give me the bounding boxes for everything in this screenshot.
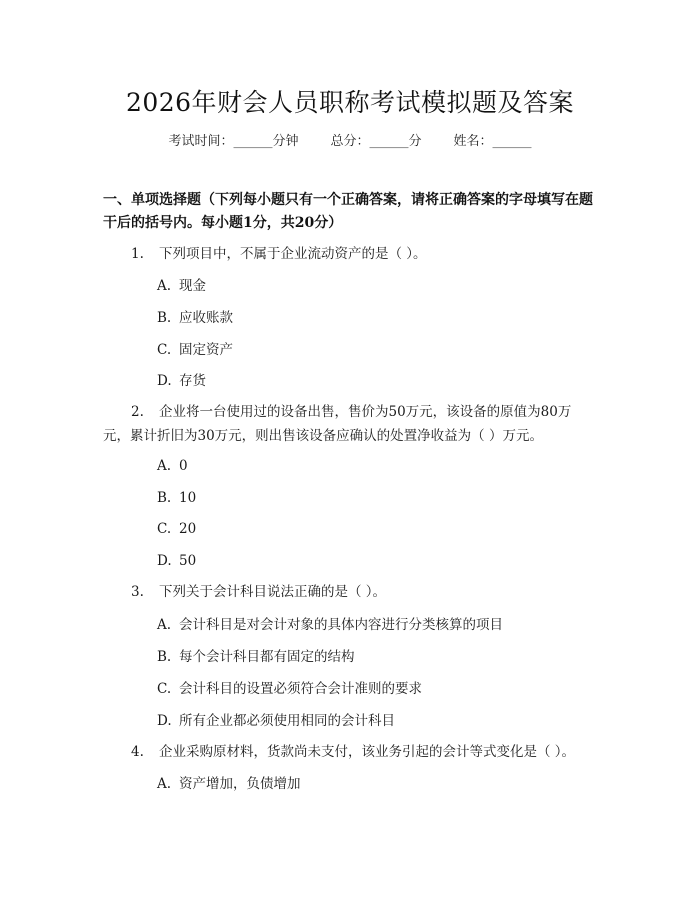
question-2-option-d [157,551,196,571]
question-1-option-b [157,308,233,328]
option-letter: D. [157,553,172,569]
option-letter: B. [157,649,172,665]
option-text: 会计科目的设置必须符合会计准则的要求 [179,681,422,697]
exam-time-field: 考试时间：______分钟 [168,134,299,149]
name-field: 姓名：______ [453,134,532,149]
question-2-option-c [157,519,196,539]
option-letter: D. [157,373,172,389]
question-number: 1. [131,246,144,262]
option-text: 0 [179,458,188,474]
option-letter: A. [157,617,172,633]
question-1-stem [103,242,593,266]
section-heading: 一、单项选择题（下列每小题只有一个正确答案，请将正确答案的字母填写在题干后的括号内。每小题1分，共20分） [103,192,593,231]
option-text: 现金 [179,278,206,294]
question-3-option-c [157,679,422,699]
question-1-option-a [157,276,206,296]
question-1-option-d [157,371,206,391]
question-4-option-a [157,774,301,794]
question-text: 企业采购原材料，货款尚未支付，该业务引起的会计等式变化是（ ）。 [159,744,576,760]
option-text: 存货 [179,373,206,389]
option-text: 每个会计科目都有固定的结构 [179,649,355,665]
question-1-option-c [157,340,233,360]
question-2-option-b [157,488,196,508]
option-letter: C. [157,342,172,358]
option-letter: A. [157,776,172,792]
option-letter: D. [157,713,172,729]
option-letter: C. [157,521,172,537]
option-text: 20 [179,521,197,537]
question-number: 3. [131,584,144,600]
question-3-option-a [157,615,503,635]
option-letter: B. [157,490,172,506]
question-3-stem [103,580,593,604]
question-3-option-b [157,647,355,667]
question-3-option-d [157,711,395,731]
option-text: 所有企业都必须使用相同的会计科目 [179,713,395,729]
option-text: 10 [179,490,197,506]
question-2-stem [103,400,593,448]
option-text: 固定资产 [179,342,233,358]
exam-info-line [0,130,700,149]
question-text: 下列项目中，不属于企业流动资产的是（ ）。 [159,246,427,262]
question-number: 4. [131,744,144,760]
option-text: 资产增加，负债增加 [179,776,301,792]
option-text: 会计科目是对会计对象的具体内容进行分类核算的项目 [179,617,503,633]
total-score-field: 总分：______分 [330,134,422,149]
option-letter: C. [157,681,172,697]
option-letter: A. [157,278,172,294]
option-letter: B. [157,310,172,326]
option-letter: A. [157,458,172,474]
option-text: 50 [179,553,197,569]
question-4-stem [103,740,603,764]
question-text: 企业将一台使用过的设备出售，售价为50万元，该设备的原值为80万元，累计折旧为30万元，则出售该设备应确认的处置净收益为（ ）万元。 [103,404,572,444]
question-text: 下列关于会计科目说法正确的是（ ）。 [159,584,387,600]
question-number: 2. [131,404,144,420]
question-2-option-a [157,456,188,476]
page-title: 2026年财会人员职称考试模拟题及答案 [125,88,575,117]
option-text: 应收账款 [179,310,233,326]
